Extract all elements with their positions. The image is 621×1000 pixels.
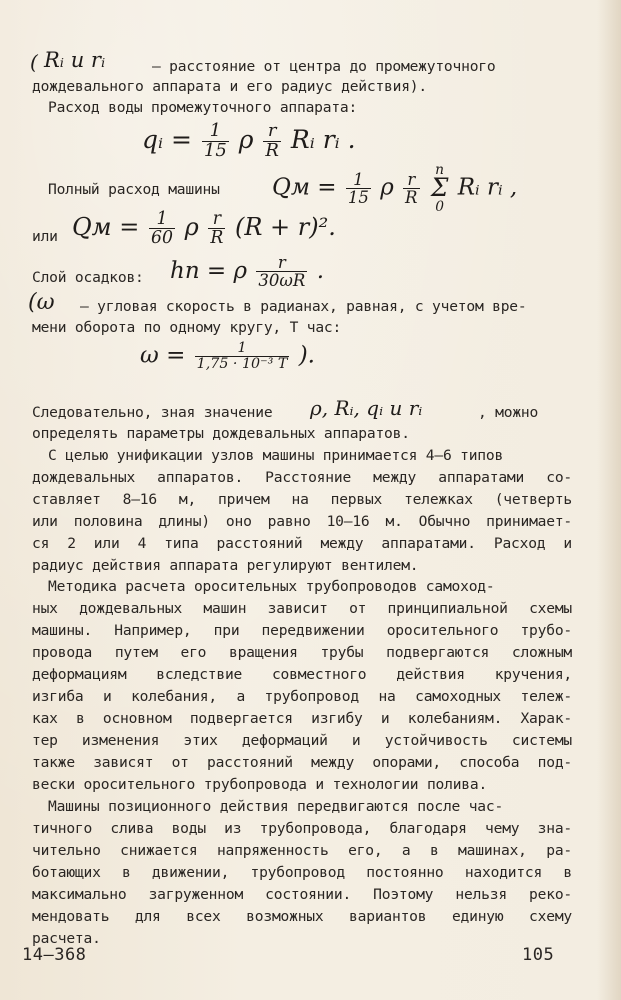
fraction: $\frac{r}{30\omega R}$ (258, 253, 306, 291)
text-line: провода путем его вращения трубы подвергаются сложным (32, 644, 572, 661)
text-line: тичного слива воды из трубопровода, благодаря чему зна- (32, 820, 572, 837)
handwritten-paren: ( (30, 50, 38, 74)
text-line: ных дождевальных машин зависит от принципиальной схемы (32, 600, 572, 617)
sum-symbol: n Σ 0 (430, 162, 449, 215)
text-line: мени оборота по одному кругу, Т час: (32, 319, 342, 336)
text-line: максимально загруженном состоянии. Поэтому нельзя реко- (32, 886, 572, 903)
text-line: , можно (478, 404, 539, 421)
text-line: ботающих в движении, трубопровод постоянно находится в (32, 864, 572, 881)
text-line: Методика расчета оросительных трубопроводов самоход- (48, 578, 495, 595)
text-line: дождевальных аппаратов. Расстояние между аппаратами со- (32, 469, 572, 486)
text-line: ся 2 или 4 типа расстояний между аппаратами. Расход и (32, 535, 572, 552)
text-line: тер изменения этих деформаций и устойчивость системы (32, 732, 572, 749)
text-line: Слой осадков: (32, 269, 144, 286)
page-spine-shadow (597, 0, 621, 1000)
text-line: дождевального аппарата и его радиус действия). (32, 78, 427, 95)
text-line: или (32, 228, 58, 245)
text-line: вески оросительного трубопровода и технологии полива. (32, 776, 488, 793)
fraction: $\frac{1}{15}$ (347, 169, 369, 208)
text-line: Полный расход машины (48, 181, 220, 198)
handwritten-omega: (ω (28, 290, 55, 315)
text-line: изгиба и колебания, а трубопровод на самоходных тележ- (32, 688, 572, 705)
fraction: $\frac{r}{R}$ (210, 209, 224, 249)
formula-q-m-sum: Qм = $\frac{1}{15}$ ρ $\frac{r}{R}$ n Σ 0 Rᵢ rᵢ , (272, 162, 518, 215)
text-line: также зависят от расстояний между опорами, способа под- (32, 754, 572, 771)
text-line: Следовательно, зная значение (32, 404, 273, 421)
formula-omega: ω = $\frac{1}{\text{1,75 · 10⁻³ T}}$ ). (140, 340, 315, 372)
text-line: ставляет 8–16 м, причем на первых тележках (четверть (32, 491, 572, 508)
text-line: радиус действия аппарата регулируют вентилем. (32, 557, 419, 574)
text-line: ках в основном подвергается изгибу и колебаниям. Харак- (32, 710, 572, 727)
fraction: $\frac{1}{\text{1,75 · 10⁻³ T}}$ (196, 340, 288, 372)
text-line: чительно снижается напряженность его, а в машинах, ра- (32, 842, 572, 859)
fraction: $\frac{r}{R}$ (265, 120, 279, 161)
handwritten-symbols-ri-ri: Rᵢ и rᵢ (44, 48, 106, 72)
page-number: 105 (522, 945, 555, 965)
text-line: С целью унификации узлов машины принимается 4–6 типов (48, 447, 504, 464)
text-line: деформациям вследствие совместного действия кручения, (32, 666, 572, 683)
text-line: – угловая скорость в радианах, равная, с учетом вре- (80, 298, 527, 315)
text-line: машины. Например, при передвижении оросительного трубо- (32, 622, 572, 639)
text-line: Расход воды промежуточного аппарата: (48, 99, 358, 116)
text-line: мендовать для всех возможных вариантов единую схему (32, 908, 572, 925)
formula-q-m-squared: Qм = $\frac{1}{60}$ ρ $\frac{r}{R}$ (R + r)². (72, 209, 336, 249)
text-line: Машины позиционного действия передвигаются после час- (48, 798, 504, 815)
fraction: $\frac{1}{60}$ (150, 209, 173, 249)
text-line: – расстояние от центра до промежуточного (152, 58, 496, 75)
printer-signature: 14–368 (22, 945, 87, 965)
text-line: или половина длины) оно равно 10–16 м. Обычно принимает- (32, 513, 572, 530)
formula-q-i: qᵢ = $\frac{1}{15}$ ρ $\frac{r}{R}$ Rᵢ rᵢ . (142, 120, 356, 161)
fraction: $\frac{1}{15}$ (203, 120, 227, 161)
handwritten-parameters: ρ, Rᵢ, qᵢ и rᵢ (310, 396, 423, 420)
text-line: расчета. (32, 930, 101, 947)
fraction: $\frac{r}{R}$ (405, 169, 418, 208)
text-line: определять параметры дождевальных аппаратов. (32, 425, 410, 442)
formula-h-n: hп = ρ $\frac{r}{30\omega R}$ . (170, 253, 324, 291)
